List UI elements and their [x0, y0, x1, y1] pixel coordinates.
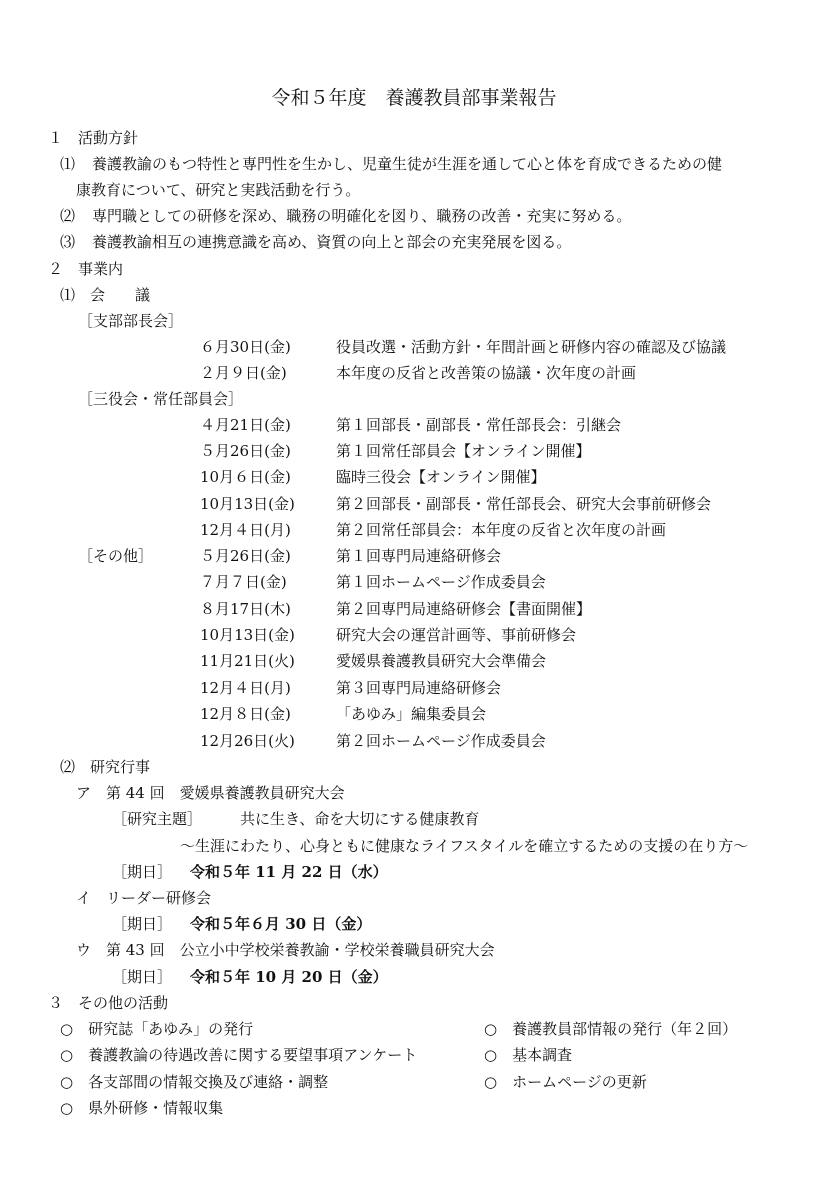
meeting-description: 第１回常任部員会【オンライン開催】 — [336, 442, 591, 460]
policy-2-text: 専門職としての研修を深め、職務の明確化を図り、職務の改善・充実に努める。 — [92, 207, 632, 225]
meeting-description: 「あゆみ」編集委員会 — [336, 705, 487, 723]
meeting-date: ５月26日(金) — [200, 442, 291, 460]
meeting-date: ２月９日(金) — [200, 364, 287, 382]
meeting-date: ７月７日(金) — [200, 573, 287, 591]
research-u-date-label: ［期日］ — [112, 968, 173, 986]
meeting-description: 第３回専門局連絡研修会 — [336, 679, 502, 697]
policy-1-number: ⑴ — [60, 155, 76, 173]
research-u-date: 令和５年 10 月 20 日（金） — [190, 968, 388, 986]
research-a-title: ア 第 44 回 愛媛県養護教員研究大会 — [76, 784, 345, 802]
meeting-date: ５月26日(金) — [200, 547, 291, 565]
activity-item: ○ 県外研修・情報収集 — [60, 1099, 224, 1117]
policy-3-text: 養護教諭相互の連携意識を高め、資質の向上と部会の充実発展を図る。 — [92, 233, 572, 251]
meeting-date: 12月８日(金) — [200, 705, 291, 723]
meeting-description: 研究大会の運営計画等、事前研修会 — [336, 626, 577, 644]
group-label-other: ［その他］ — [78, 547, 154, 565]
research-i-date: 令和５年６月 30 日（金） — [190, 915, 372, 933]
meeting-date: 10月13日(金) — [200, 626, 295, 644]
research-i-date-label: ［期日］ — [112, 915, 173, 933]
group-label-executive: ［三役会・常任部員会］ — [78, 390, 244, 408]
meeting-description: 第１回ホームページ作成委員会 — [336, 573, 546, 591]
policy-2-number: ⑵ — [60, 207, 76, 225]
research-i-title: イ リーダー研修会 — [76, 889, 212, 907]
meeting-date: 11月21日(火) — [200, 652, 295, 670]
activity-item: ○ 研究誌「あゆみ」の発行 — [60, 1020, 254, 1038]
research-a-date-label: ［期日］ — [112, 863, 173, 881]
meeting-description: 第２回ホームページ作成委員会 — [336, 732, 546, 750]
research-u-title: ウ 第 43 回 公立小中学校栄養教諭・学校栄養職員研究大会 — [76, 941, 495, 959]
research-a-date: 令和５年 11 月 22 日（水） — [190, 863, 388, 881]
meeting-description: 第２回専門局連絡研修会【書面開催】 — [336, 600, 592, 618]
research-theme: 共に生き、命を大切にする健康教育 — [240, 810, 480, 828]
research-heading: ⑵ 研究行事 — [60, 758, 151, 776]
meeting-description: 役員改選・活動方針・年間計画と研修内容の確認及び協議 — [336, 338, 727, 356]
activity-item: ○ 養護教論の待遇改善に関する要望事項アンケート — [60, 1046, 418, 1064]
meeting-date: ８月17日(木) — [200, 600, 291, 618]
meeting-date: 12月４日(月) — [200, 521, 291, 539]
activity-item: ○ 養護教員部情報の発行（年２回） — [484, 1020, 738, 1038]
section-1-heading: １ 活動方針 — [48, 129, 139, 147]
meeting-date: 10月13日(金) — [200, 495, 295, 513]
activity-item: ○ ホームページの更新 — [484, 1073, 647, 1091]
meeting-description: 本年度の反省と改善策の協議・次年度の計画 — [336, 364, 637, 382]
policy-1-continuation: 康教育について、研究と実践活動を行う。 — [76, 181, 361, 199]
meeting-description: 臨時三役会【オンライン開催】 — [336, 468, 546, 486]
activity-item: ○ 各支部間の情報交換及び連絡・調整 — [60, 1073, 329, 1091]
policy-1-text: 養護教諭のもつ特性と専門性を生かし、児童生徒が生涯を通して心と体を育成できるための健 — [92, 155, 723, 173]
meeting-description: 第２回常任部員会：本年度の反省と次年度の計画 — [336, 521, 667, 539]
research-subtheme: ～生涯にわたり、心身ともに健康なライフスタイルを確立するための支援の在り方～ — [180, 837, 749, 855]
group-label-branch-chiefs: ［支部部長会］ — [78, 312, 184, 330]
meeting-description: 愛媛県養護教員研究大会準備会 — [336, 652, 547, 670]
activity-item: ○ 基本調査 — [484, 1046, 573, 1064]
meeting-date: 12月26日(火) — [200, 732, 295, 750]
page-title: 令和５年度 養護教員部事業報告 — [271, 87, 557, 109]
section-3-heading: ３ その他の活動 — [48, 994, 169, 1012]
meeting-description: 第１回部長・副部長・常任部長会：引継会 — [336, 416, 622, 434]
meeting-description: 第２回部長・副部長・常任部長会、研究大会事前研修会 — [336, 495, 712, 513]
section-2-heading: ２ 事業内 — [48, 260, 124, 278]
meeting-date: 12月４日(月) — [200, 679, 291, 697]
meetings-heading: ⑴ 会 議 — [60, 286, 151, 304]
meeting-date: 10月６日(金) — [200, 468, 291, 486]
meeting-date: ６月30日(金) — [200, 338, 291, 356]
meeting-description: 第１回専門局連絡研修会 — [336, 547, 502, 565]
research-theme-label: ［研究主題］ — [112, 810, 203, 828]
meeting-date: ４月21日(金) — [200, 416, 291, 434]
policy-3-number: ⑶ — [60, 233, 76, 251]
